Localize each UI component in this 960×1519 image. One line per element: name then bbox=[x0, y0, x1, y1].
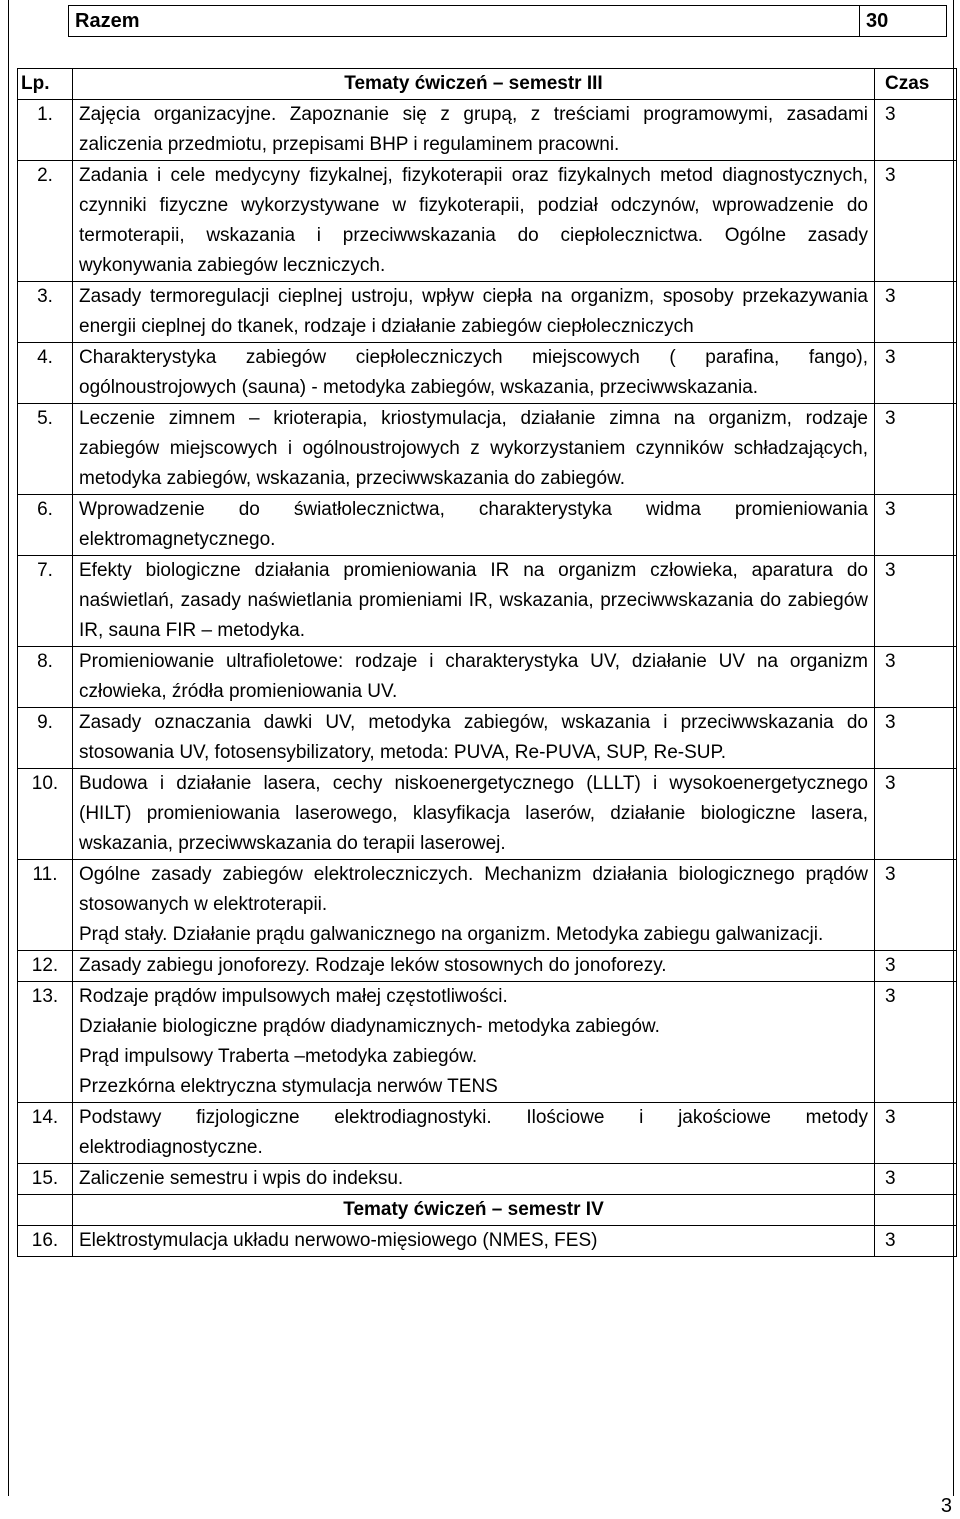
row-number: 1. bbox=[18, 100, 73, 161]
topic-line: Prąd impulsowy Traberta –metodyka zabiegów. bbox=[79, 1046, 478, 1067]
topic-line: Zasady oznaczania dawki UV, metodyka zabiegów, wskazania i przeciwwskazania do stosowania UV, fotosensybilizatory, metoda: PUVA, Re-PUVA, SUP, Re-SUP. bbox=[79, 712, 868, 763]
row-number: 2. bbox=[18, 161, 73, 282]
summary-row bbox=[69, 6, 947, 37]
topic-line: Promieniowanie ultrafioletowe: rodzaje i charakterystyka UV, działanie UV na organizm człowieka, źródła promieniowania UV. bbox=[79, 651, 868, 702]
topic-line: Zaliczenie semestru i wpis do indeksu. bbox=[79, 1168, 404, 1189]
row-time: 3 bbox=[875, 708, 957, 769]
table-row bbox=[18, 495, 957, 556]
topic-line: Charakterystyka zabiegów ciepłoleczniczych miejscowych ( parafina, fango), ogólnoustrojowych (sauna) - metodyka zabiegów, wskazania, przeciwwskazania. bbox=[79, 347, 868, 398]
section-empty-cell bbox=[875, 1195, 957, 1226]
row-topic bbox=[73, 647, 875, 708]
row-time: 3 bbox=[875, 769, 957, 860]
page-number: 3 bbox=[940, 1495, 952, 1517]
row-number: 7. bbox=[18, 556, 73, 647]
row-number: 14. bbox=[18, 1103, 73, 1164]
row-number: 6. bbox=[18, 495, 73, 556]
row-number: 15. bbox=[18, 1164, 73, 1195]
section-header bbox=[18, 1195, 957, 1226]
row-topic bbox=[73, 404, 875, 495]
row-number: 8. bbox=[18, 647, 73, 708]
topic-line: Elektrostymulacja układu nerwowo-mięsiowego (NMES, FES) bbox=[79, 1230, 598, 1251]
row-topic bbox=[73, 343, 875, 404]
table-row bbox=[18, 343, 957, 404]
row-time: 3 bbox=[875, 404, 957, 495]
summary-value: 30 bbox=[860, 6, 947, 37]
table-row bbox=[18, 860, 957, 951]
topic-line: Prąd stały. Działanie prądu galwanicznego na organizm. Metodyka zabiegu galwanizacji. bbox=[79, 924, 824, 945]
table-row bbox=[18, 1103, 957, 1164]
row-number: 12. bbox=[18, 951, 73, 982]
topic-line: Zasady zabiegu jonoforezy. Rodzaje leków stosownych do jonoforezy. bbox=[79, 955, 667, 976]
table-row bbox=[18, 1226, 957, 1257]
table-row bbox=[18, 556, 957, 647]
row-number: 9. bbox=[18, 708, 73, 769]
row-number: 5. bbox=[18, 404, 73, 495]
row-topic bbox=[73, 495, 875, 556]
row-number: 16. bbox=[18, 1226, 73, 1257]
row-time: 3 bbox=[875, 647, 957, 708]
row-topic bbox=[73, 1103, 875, 1164]
topic-line: Przezkórna elektryczna stymulacja nerwów TENS bbox=[79, 1076, 498, 1097]
row-topic bbox=[73, 282, 875, 343]
row-topic bbox=[73, 982, 875, 1103]
topic-line: Efekty biologiczne działania promieniowania IR na organizm człowieka, aparatura do naświetlań, zasady naświetlania promieniami IR, wskazania, przeciwwskazania do zabiegów IR, sauna FIR – metodyka. bbox=[79, 560, 868, 641]
row-time: 3 bbox=[875, 100, 957, 161]
section-empty-cell bbox=[18, 1195, 73, 1226]
row-time: 3 bbox=[875, 1226, 957, 1257]
summary-label: Razem bbox=[69, 6, 860, 37]
row-topic bbox=[73, 1226, 875, 1257]
row-time: 3 bbox=[875, 1164, 957, 1195]
row-time: 3 bbox=[875, 556, 957, 647]
row-time: 3 bbox=[875, 161, 957, 282]
row-time: 3 bbox=[875, 343, 957, 404]
topics-table bbox=[17, 68, 957, 1257]
table-row bbox=[18, 708, 957, 769]
topic-line: Ogólne zasady zabiegów elektroleczniczych. Mechanizm działania biologicznego prądów stosowanych w elektroterapii. bbox=[79, 864, 868, 915]
topic-line: Leczenie zimnem – krioterapia, kriostymulacja, działanie zimna na organizm, rodzaje zabiegów miejscowych i ogólnoustrojowych z wykorzystaniem czynników schładzających, metodyka zabiegów, wskazania, przeciwwskazania do zabiegów. bbox=[79, 408, 868, 489]
table-row bbox=[18, 647, 957, 708]
table-row bbox=[18, 1164, 957, 1195]
row-topic bbox=[73, 556, 875, 647]
header-time: Czas bbox=[875, 69, 957, 100]
row-time: 3 bbox=[875, 495, 957, 556]
row-topic bbox=[73, 1164, 875, 1195]
table-row bbox=[18, 951, 957, 982]
topic-line: Działanie biologiczne prądów diadynamicznych- metodyka zabiegów. bbox=[79, 1016, 660, 1037]
row-time: 3 bbox=[875, 982, 957, 1103]
topic-line: Budowa i działanie lasera, cechy niskoenergetycznego (LLLT) i wysokoenergetycznego (HILT) promieniowania laserowego, klasyfikacja laserów, działanie biologiczne lasera, wskazania, przeciwwskazania do terapii laserowej. bbox=[79, 773, 868, 854]
topic-line: Zasady termoregulacji cieplnej ustroju, wpływ ciepła na organizm, sposoby przekazywania energii cieplnej do tkanek, rodzaje i działanie zabiegów ciepłoleczniczych bbox=[79, 286, 868, 337]
header-lp: Lp. bbox=[18, 69, 73, 100]
section-title: Tematy ćwiczeń – semestr IV bbox=[73, 1195, 875, 1226]
table-row bbox=[18, 769, 957, 860]
table-row bbox=[18, 100, 957, 161]
row-topic bbox=[73, 769, 875, 860]
row-time: 3 bbox=[875, 1103, 957, 1164]
row-number: 10. bbox=[18, 769, 73, 860]
row-number: 4. bbox=[18, 343, 73, 404]
row-time: 3 bbox=[875, 860, 957, 951]
row-time: 3 bbox=[875, 951, 957, 982]
row-topic bbox=[73, 100, 875, 161]
topic-line: Zadania i cele medycyny fizykalnej, fizykoterapii oraz fizykalnych metod diagnostycznych, czynniki fizyczne wykorzystywane w fizykoterapii, podział odczynów, wprowadzenie do termoterapii, wskazania i przeciwwskazania do ciepłolecznictwa. Ogólne zasady wykonywania zabiegów leczniczych. bbox=[79, 165, 868, 276]
row-topic bbox=[73, 860, 875, 951]
topic-line: Zajęcia organizacyjne. Zapoznanie się z grupą, z treściami programowymi, zasadami zaliczenia przedmiotu, przepisami BHP i regulaminem pracowni. bbox=[79, 104, 868, 155]
row-topic bbox=[73, 161, 875, 282]
topic-line: Rodzaje prądów impulsowych małej częstotliwości. bbox=[79, 986, 508, 1007]
row-number: 11. bbox=[18, 860, 73, 951]
summary-table bbox=[68, 5, 947, 37]
row-topic bbox=[73, 708, 875, 769]
row-topic bbox=[73, 951, 875, 982]
row-number: 13. bbox=[18, 982, 73, 1103]
topic-line: Podstawy fizjologiczne elektrodiagnostyki. Ilościowe i jakościowe metody elektrodiagnostyczne. bbox=[79, 1107, 868, 1158]
row-number: 3. bbox=[18, 282, 73, 343]
table-row bbox=[18, 282, 957, 343]
table-header bbox=[18, 69, 957, 100]
table-row bbox=[18, 161, 957, 282]
table-row bbox=[18, 982, 957, 1103]
header-topic: Tematy ćwiczeń – semestr III bbox=[73, 69, 875, 100]
row-time: 3 bbox=[875, 282, 957, 343]
topic-line: Wprowadzenie do światłolecznictwa, charakterystyka widma promieniowania elektromagnetycznego. bbox=[79, 499, 868, 550]
table-row bbox=[18, 404, 957, 495]
